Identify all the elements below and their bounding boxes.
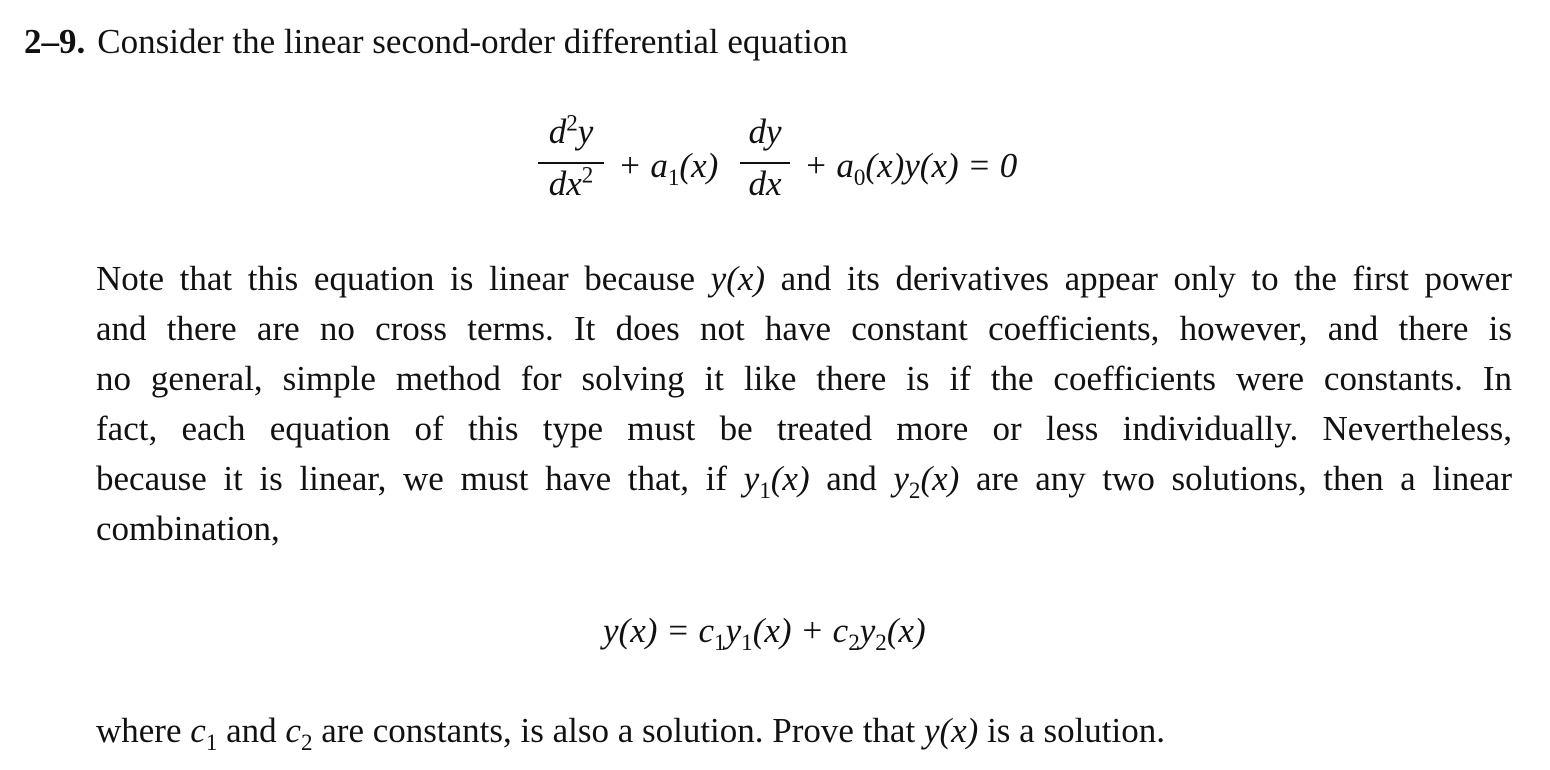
paragraph-line: combination, [96, 509, 280, 548]
paragraph-line: fact, each equation of this type must be treated more or less individually. Nevertheless, [96, 409, 1512, 448]
inline-math: y(x) [923, 711, 979, 750]
first-derivative-fraction [740, 108, 790, 212]
paragraph-line: because it is linear, we must have that, if $y_1(x)$ and $y_2(x)$ are any two solutions, then a linear [96, 459, 1513, 503]
inline-math: y(x) [710, 259, 766, 298]
explanation-paragraph [96, 254, 1512, 554]
second-derivative-fraction [538, 108, 604, 212]
fraction-numerator: $d^2y$ [548, 109, 594, 151]
paragraph-line: Note that this equation is linear because y(x) and its derivatives appear only to the first power [96, 259, 1512, 298]
a0-term: + $a_0(x)y(x) = 0$ [804, 146, 1018, 190]
problem-heading [24, 18, 848, 66]
fraction-numerator: dy [748, 112, 782, 151]
paragraph-line: and there are no cross terms. It does not have constant coefficients, however, and there is [96, 309, 1512, 348]
problem-number: 2–9. [24, 22, 86, 61]
linear-combination-equation: $y(x) = c_1y_1(x) + c_2y_2(x)$ [603, 611, 926, 655]
paragraph-line: no general, simple method for solving it like there is if the coefficients were constants. In [96, 359, 1512, 398]
final-sentence: where $c_1$ and $c_2$ are constants, is also a solution. Prove that y(x) is a solution. [96, 711, 1166, 755]
fraction-denominator: dx [748, 164, 782, 203]
fraction-denominator: $dx^2$ [548, 161, 594, 203]
problem-heading-text: Consider the linear second-order differential equation [97, 22, 848, 61]
a1-term: + $a_1(x)$ [618, 146, 719, 190]
